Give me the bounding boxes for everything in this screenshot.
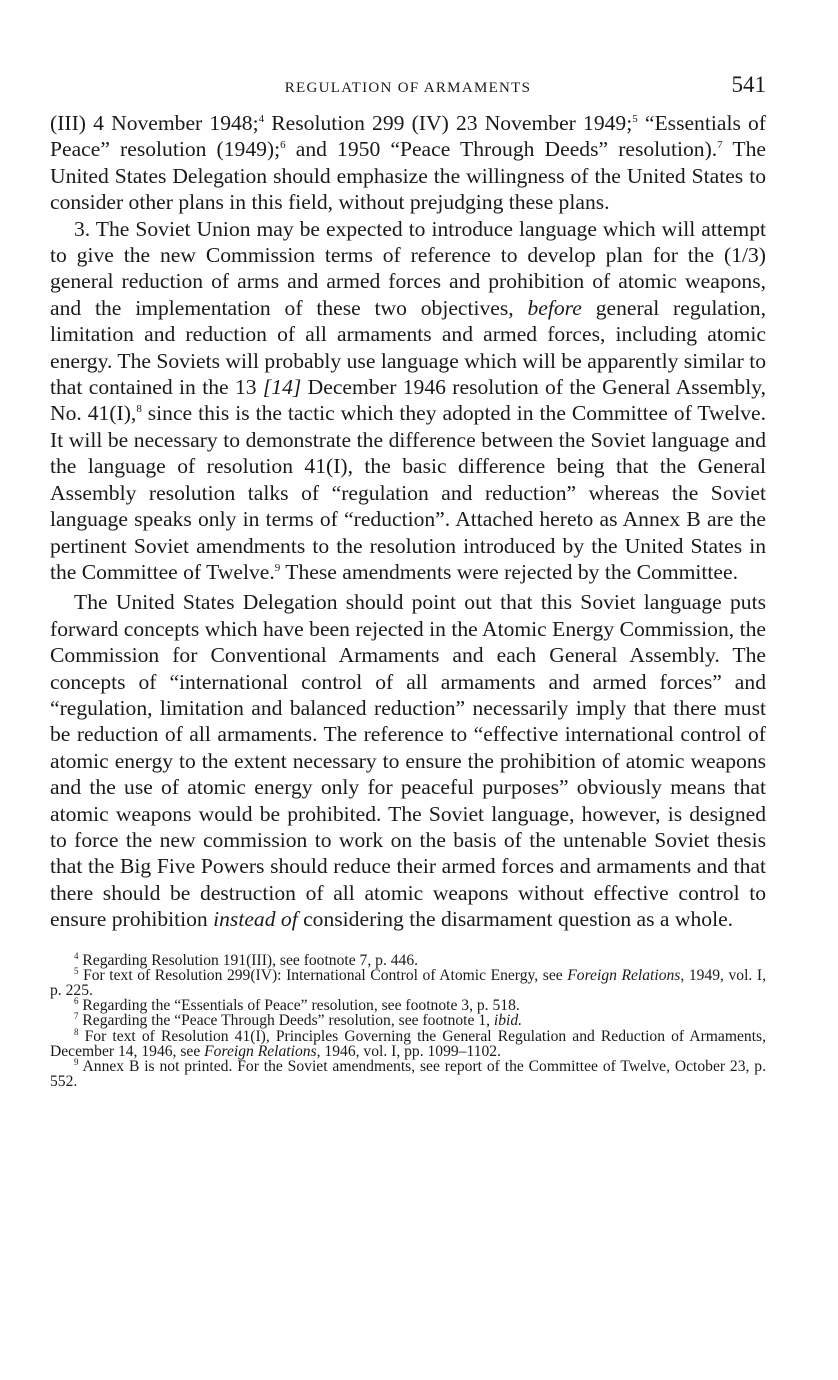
text-run: These amendments were rejected by the Committee. bbox=[280, 559, 738, 584]
text-run: 3. The Soviet Union may be expected to introduce language which will attempt to give the new Commission terms of reference to develop plan for the (1/3) general reduction of arms and armed forces and prohibition of atomic weapons, and the implementation of these two objectives, bbox=[50, 216, 766, 320]
emphasis-before: before bbox=[527, 295, 582, 320]
footnote-5 bbox=[50, 965, 766, 999]
text-run: The United States Delegation should point out that this Soviet language puts forward concepts which have been rejected in the Atomic Energy Commission, the Commission for Conventional Armaments and each General Assembly. The concepts of “international control of all armaments and armed forces” and “regulation, limitation and balanced reduction” necessarily imply that there must be reduction of all armaments. The reference to “effective international control of atomic energy to the extent necessary to ensure the prohibition of atomic weapons and the use of atomic energy only for peaceful purposes” obviously means that atomic weapons would be prohibited. The Soviet language, however, is designed to force the new commission to work on the basis of the untenable Soviet thesis that the Big Five Powers should reduce their armed forces and armaments and that there should be destruction of all atomic weapons without effective control to ensure prohibition bbox=[50, 590, 766, 932]
document-page bbox=[50, 70, 766, 1089]
footnote-4 bbox=[50, 950, 766, 969]
text-run: general regulation, limitation and reduction of all armaments and armed forces, including atomic energy. The Soviets will probably use language which will be apparently similar to that contained in the 13 bbox=[50, 295, 766, 400]
footnote-ref-6[interactable]: 6 bbox=[280, 139, 286, 152]
footnote-mark: 5 bbox=[74, 965, 79, 976]
footnote-text: , 1949, vol. I, p. 225. bbox=[50, 966, 766, 999]
text-run: The United States Delegation should emphasize the willingness of the United States to consider other plans in this field, without prejudging these plans. bbox=[50, 137, 766, 215]
text-run: (III) 4 November 1948; bbox=[50, 111, 259, 135]
page-number: 541 bbox=[731, 72, 766, 97]
footnote-italic: ibid. bbox=[493, 1012, 523, 1030]
footnote-ref-7[interactable]: 7 bbox=[717, 139, 723, 152]
footnotes bbox=[50, 950, 766, 1091]
footnote-text: Regarding Resolution 191(III), see footnote 7, p. 446. bbox=[78, 951, 419, 969]
body-text bbox=[50, 110, 766, 933]
paragraph-soviet-union bbox=[50, 216, 766, 586]
footnote-mark: 6 bbox=[74, 996, 79, 1007]
paragraph-delegation bbox=[50, 589, 766, 932]
text-run: Resolution 299 (IV) 23 November 1949; bbox=[264, 111, 633, 135]
footnote-9 bbox=[50, 1056, 766, 1091]
editorial-page-bracket: [14] bbox=[262, 375, 302, 400]
footnote-text: Regarding the “Peace Through Deeds” resolution, see footnote 1, bbox=[78, 1012, 494, 1030]
text-run: December 1946 resolution of the General Assembly, No. 41(I), bbox=[50, 375, 766, 426]
running-head bbox=[50, 70, 766, 110]
footnote-italic: Foreign Relations bbox=[204, 1042, 317, 1060]
text-run: since this is the tactic which they adopted in the Committee of Twelve. It will be necessary to demonstrate the difference between the Soviet language and the language of resolution 41(I), the basic difference being that the General Assembly resolution talks of “regulation and reduction” whereas the Soviet language speaks only in terms of “reduction”. Attached hereto as Annex B are the pertinent Soviet amendments to the resolution introduced by the United States in the Committee of Twelve. bbox=[50, 401, 766, 584]
footnote-ref-4[interactable]: 4 bbox=[258, 112, 265, 125]
footnote-ref-8[interactable]: 8 bbox=[136, 403, 142, 416]
footnote-mark: 9 bbox=[74, 1056, 79, 1067]
footnote-text: For text of Resolution 41(I), Principles Governing the General Regulation and Reduction of Armaments, December 14, 1946, see bbox=[50, 1027, 766, 1060]
footnote-mark: 4 bbox=[74, 950, 79, 961]
footnote-italic: Foreign Relations bbox=[567, 966, 681, 984]
emphasis-instead-of: instead of bbox=[213, 907, 298, 932]
footnote-ref-5[interactable]: 5 bbox=[632, 112, 638, 125]
footnote-7 bbox=[50, 1013, 766, 1028]
footnote-ref-9[interactable]: 9 bbox=[274, 561, 281, 574]
text-run: “Essentials of Peace” resolution (1949); bbox=[50, 111, 767, 162]
footnote-text: , 1946, vol. I, pp. 1099–1102. bbox=[316, 1042, 502, 1060]
text-run: and 1950 “Peace Through Deeds” resolution). bbox=[285, 137, 718, 162]
footnote-mark: 8 bbox=[74, 1026, 79, 1037]
footnote-text: Annex B is not printed. For the Soviet amendments, see report of the Committee of Twelve, October 23, p. 552. bbox=[50, 1058, 766, 1091]
running-title: REGULATION OF ARMAMENTS bbox=[284, 80, 532, 96]
footnote-mark: 7 bbox=[74, 1011, 79, 1022]
text-run: considering the disarmament question as a whole. bbox=[297, 907, 734, 932]
footnote-text: For text of Resolution 299(IV): International Control of Atomic Energy, see bbox=[78, 966, 568, 984]
footnote-text: Regarding the “Essentials of Peace” resolution, see footnote 3, p. 518. bbox=[78, 997, 520, 1015]
paragraph-continuation bbox=[50, 110, 766, 216]
footnote-8 bbox=[50, 1026, 766, 1060]
